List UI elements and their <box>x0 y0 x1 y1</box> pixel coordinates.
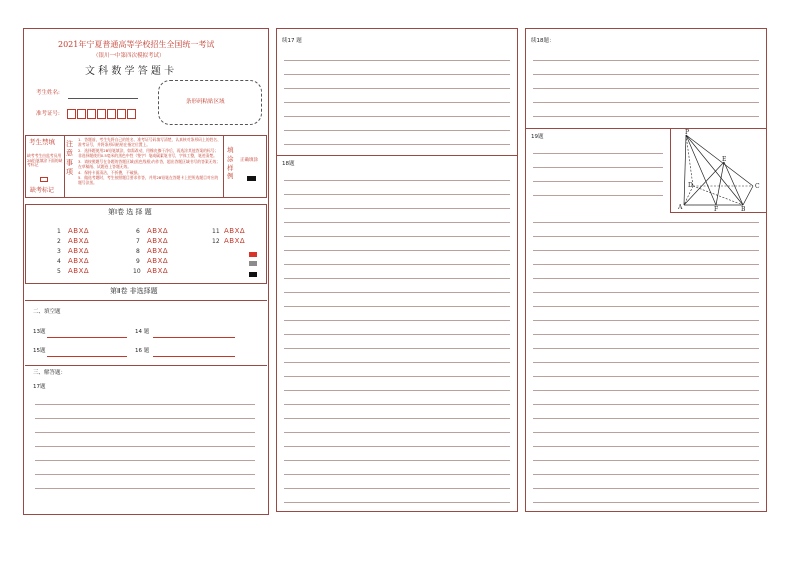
q16-answer-line[interactable] <box>153 356 235 357</box>
fill-blank-heading: 二、填空题 <box>33 309 61 315</box>
q18-label: 18题 <box>282 161 295 167</box>
figure-label-e: E <box>722 156 727 163</box>
answer-heading: 三、解答题： <box>33 370 67 376</box>
question-number: 3 <box>57 248 61 255</box>
q13-label: 13题 <box>33 329 46 335</box>
q14-label: 14 题 <box>135 329 150 335</box>
forbidden-divider <box>64 135 65 198</box>
fill-example-title: 填涂样例 <box>227 146 234 181</box>
choice-options[interactable]: ABXΔ <box>147 237 169 245</box>
figure-label-b: B <box>741 206 746 212</box>
notice-item: 4．保持卡面清洁，不折叠，不破损。 <box>78 169 142 175</box>
exam-title: 2021年宁夏普通高等学校招生全国统一考试 <box>58 40 215 49</box>
choice-options[interactable]: ABXΔ <box>68 247 90 255</box>
notice-item: 3．请按照题号在各题的答题区域(黑色线框)内作答，超出答题区域书写的答案无效；在草稿纸、试题卷上答题无效。 <box>78 158 221 169</box>
q18-continued-label: 续18题： <box>531 38 555 44</box>
q18-top-border <box>276 155 518 156</box>
alignment-mark-gray <box>249 261 257 266</box>
forbidden-title: 考生禁填 <box>29 138 55 146</box>
candidate-id-label: 准考证号: <box>36 111 60 117</box>
barcode-label: 条形码粘贴区域 <box>186 99 225 105</box>
section-1-title: 第Ⅰ卷 选 择 题 <box>108 208 152 216</box>
notice-item: 2．选择题使用2B铅笔填涂，如需改动，用橡皮擦干净后，再选涂其他答案的标号；非选择题使用0.5毫米的黑色中性（签字）笔或碳素笔书写，字体工整，笔迹清楚。 <box>78 147 219 158</box>
section-2-title: 第Ⅱ卷 非选择题 <box>110 287 158 295</box>
absent-checkbox[interactable] <box>40 177 48 182</box>
answer-card-middle-column <box>276 28 518 512</box>
choice-options[interactable]: ABXΔ <box>224 237 246 245</box>
q19-label: 19题 <box>531 134 544 140</box>
answer-card-right-column <box>525 28 767 512</box>
question-number: 8 <box>136 248 140 255</box>
choice-options[interactable]: ABXΔ <box>68 227 90 235</box>
correct-fill-sample <box>247 176 256 181</box>
question-number: 2 <box>57 238 61 245</box>
question-number: 1 <box>57 228 61 235</box>
choice-options[interactable]: ABXΔ <box>147 267 169 275</box>
question-number: 11 <box>212 228 220 235</box>
q15-label: 15题 <box>33 348 46 354</box>
notice-items <box>78 138 221 186</box>
pyramid-figure-frame <box>670 129 767 213</box>
notice-item: 5．做选考题时，考生按照题目要求作答，并用2B铅笔在答题卡上把所选题目对应的题号涂黑。 <box>78 175 219 186</box>
figure-label-p: P <box>685 129 690 136</box>
notice-title: 注意事项 <box>66 140 73 177</box>
q14-answer-line[interactable] <box>153 337 235 338</box>
choice-options[interactable]: ABXΔ <box>147 247 169 255</box>
figure-label-d: D <box>688 182 693 189</box>
fill-example-divider <box>223 135 224 198</box>
q15-answer-line[interactable] <box>47 356 127 357</box>
pyramid-figure <box>671 129 767 212</box>
question-number: 5 <box>57 268 61 275</box>
forbidden-text: 缺考考生由监考员用2B铅笔填涂下面的缺考标记 <box>27 153 63 168</box>
figure-label-f: F <box>714 206 719 212</box>
choice-options[interactable]: ABXΔ <box>147 257 169 265</box>
question-number: 6 <box>136 228 140 235</box>
q17-continued-label: 续17 题 <box>282 38 302 44</box>
choice-options[interactable]: ABXΔ <box>68 257 90 265</box>
section-2-top-border <box>25 300 267 301</box>
question-number: 12 <box>212 238 220 245</box>
question-number: 4 <box>57 258 61 265</box>
candidate-name-label: 考生姓名: <box>36 90 60 96</box>
alignment-mark-black <box>249 272 257 277</box>
figure-label-a: A <box>678 204 683 211</box>
question-number: 9 <box>136 258 140 265</box>
absent-mark-label: 缺考标记 <box>30 187 55 194</box>
choice-options[interactable]: ABXΔ <box>68 237 90 245</box>
q13-answer-line[interactable] <box>47 337 127 338</box>
notice-item: 1．答题前，考生先将自己的姓名、准考证号码填写清楚，认真核对条形码上的姓名、准考证号，并将条形码粘贴在指定位置上。 <box>78 137 221 147</box>
candidate-name-line[interactable] <box>68 98 138 99</box>
q17-label: 17题 <box>33 384 46 390</box>
question-number: 7 <box>136 238 140 245</box>
answer-section-border <box>25 365 267 366</box>
correct-fill-label: 正确填涂 <box>240 158 258 163</box>
card-title: 文 科 数 学 答 题 卡 <box>85 66 175 77</box>
choice-options[interactable]: ABXΔ <box>147 227 169 235</box>
figure-label-c: C <box>755 183 760 190</box>
alignment-mark-red <box>249 252 257 257</box>
q16-label: 16 题 <box>135 348 150 354</box>
choice-options[interactable]: ABXΔ <box>68 267 90 275</box>
exam-subtitle: （银川一中第四次模拟考试） <box>93 53 165 59</box>
question-number: 10 <box>133 268 141 275</box>
choice-options[interactable]: ABXΔ <box>224 227 246 235</box>
